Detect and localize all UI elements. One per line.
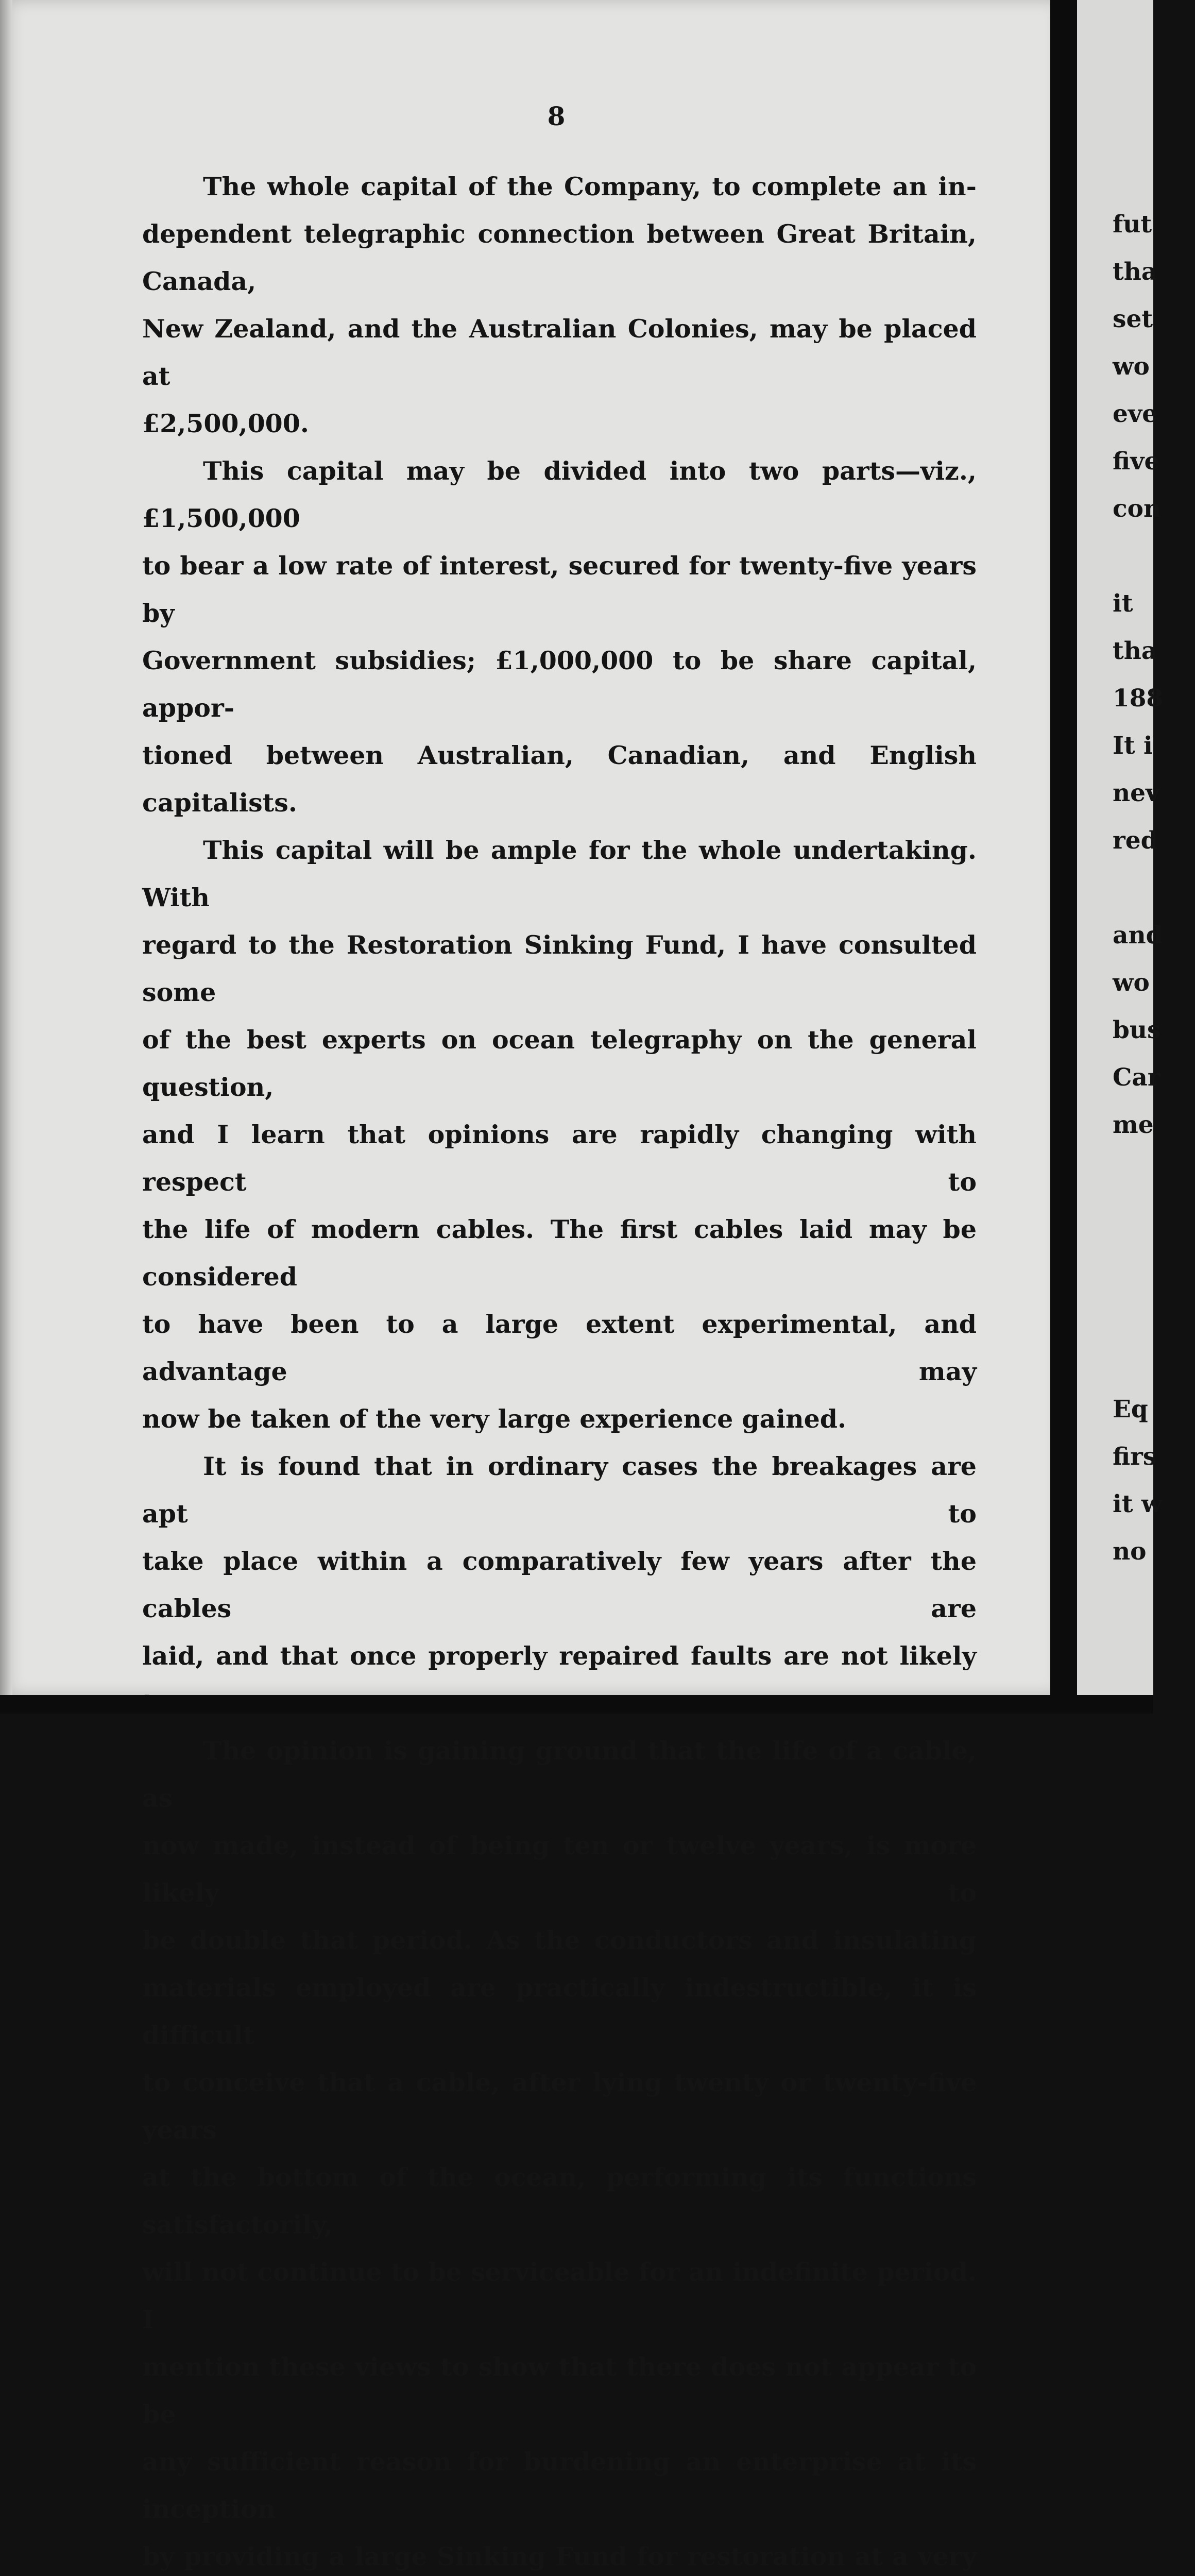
facing-page-fragment: red — [1113, 826, 1158, 855]
text-line: dependent telegraphic connection between Great Britain, Canada, — [142, 219, 977, 296]
facing-page-fragment: it w — [1113, 1490, 1163, 1518]
text-line: to conceive that a cable, after lying twenty or twenty-five years — [142, 2067, 977, 2145]
facing-page-fragment: con — [1113, 495, 1162, 523]
facing-page-fragment: nev — [1113, 779, 1160, 807]
text-line: regard to the Restoration Sinking Fund, I have consulted some — [142, 930, 977, 1007]
facing-page-fragment: Eq — [1113, 1395, 1148, 1423]
paragraph — [142, 163, 977, 447]
text-line: to have been to a large extent experimental, and advantage may — [142, 1309, 977, 1386]
paragraph — [142, 826, 977, 1443]
text-line: £2,500,000. — [142, 409, 309, 438]
text-line: This capital may be divided into two parts—viz., £1,500,000 — [142, 456, 977, 533]
facing-page-fragment: It i — [1113, 732, 1153, 760]
text-line: at the bottom of the ocean, performing its functions satisfactorily, — [142, 2162, 977, 2240]
facing-page-fragment: tha — [1113, 258, 1157, 286]
facing-page-fragment: tha — [1113, 637, 1157, 665]
facing-page-fragment: eve — [1113, 400, 1158, 428]
paragraph — [142, 1727, 977, 2576]
text-line: laid, and that once properly repaired faults are not likely — [142, 1641, 977, 1671]
facing-page-fragment: Car — [1113, 1063, 1160, 1092]
text-line: be double that period. As the conductors and insulating — [142, 1925, 977, 1955]
text-line: mention these views to show that there does not appear to be — [142, 2352, 977, 2429]
text-line: The whole capital of the Company, to complete an in- — [203, 172, 977, 201]
facing-page-fragment: no — [1113, 1537, 1147, 1566]
text-line: The opinion is gaining ground that the life of a cable, as — [142, 1736, 977, 1813]
facing-page-fragment: me — [1113, 1111, 1154, 1139]
text-line: and I learn that opinions are rapidly changing with respect to — [142, 1120, 977, 1197]
text-line: materials employed are practically indestructible, it is difficult — [142, 1973, 977, 2050]
text-line: will not continue to be serviceable for an indefinite period. I — [142, 2257, 977, 2334]
text-line: any sufficient reason for burdening an enterprise at its inception — [142, 2447, 977, 2524]
facing-page-fragment: bus — [1113, 1016, 1161, 1044]
page-number: 8 — [547, 101, 566, 131]
paragraph — [142, 1443, 977, 1727]
paragraph — [142, 447, 977, 826]
text-line: tioned between Australian, Canadian, and English capitalists. — [142, 740, 977, 818]
facing-page-fragment: wo — [1113, 352, 1150, 381]
text-line: the life of modern cables. The first cables laid may be considered — [142, 1214, 977, 1292]
facing-page-fragment: it — [1113, 589, 1133, 618]
facing-page-fragment: five — [1113, 447, 1160, 476]
facing-page-fragment: wo — [1113, 969, 1150, 997]
text-line: now made, instead of being ten or twelve years, is more likely to — [142, 1831, 977, 1908]
text-line: take place within a comparatively few years after the cables are — [142, 1546, 977, 1623]
text-line: It is found that in ordinary cases the breakages are apt to — [142, 1451, 977, 1529]
body-text — [142, 163, 977, 2576]
facing-page-fragment: firs — [1113, 1443, 1157, 1471]
scan-bottom-border — [0, 1695, 1153, 1714]
text-line: now be taken of the very large experience gained. — [142, 1404, 847, 1434]
text-line: Government subsidies; £1,000,000 to be share capital, appor- — [142, 646, 977, 723]
facing-page-fragment: and — [1113, 921, 1163, 950]
facing-page-fragment: fut — [1113, 210, 1152, 239]
text-line: by providing a large Sinking Fund for restoration at a very — [142, 2541, 977, 2571]
book-spine-gutter — [1050, 0, 1077, 1695]
text-line: This capital will be ample for the whole undertaking. With — [142, 835, 977, 912]
page-edge-shadow — [0, 0, 12, 1695]
facing-page-fragment: 188 — [1113, 684, 1164, 713]
text-line: New Zealand, and the Australian Colonies, may be placed at — [142, 314, 977, 391]
facing-page-fragment: set — [1113, 305, 1153, 333]
text-line: to bear a low rate of interest, secured for twenty-five years by — [142, 551, 977, 628]
text-line: of the best experts on ocean telegraphy on the general question, — [142, 1025, 977, 1102]
